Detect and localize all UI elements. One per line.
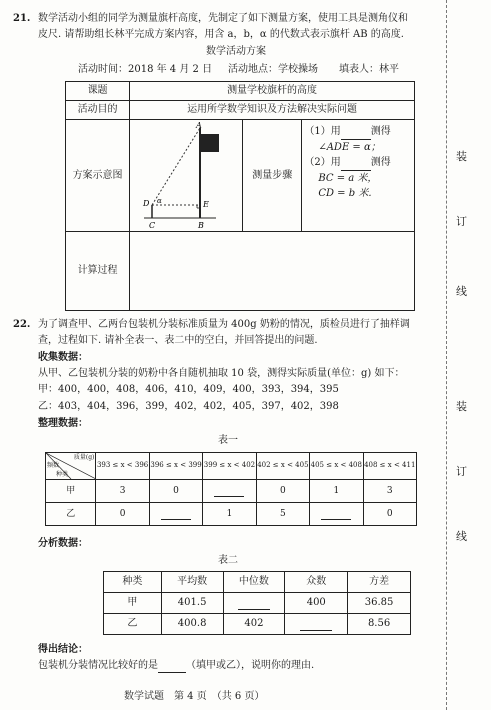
label-d: D (143, 199, 150, 208)
binding-line (446, 0, 447, 710)
diagram-label: 方案示意图 (66, 120, 130, 232)
frequency-blank-cell[interactable] (203, 480, 256, 503)
binding-char: 订 (456, 465, 467, 478)
question-text: 皮尺. 请帮助组长林平完成方案内容，用含 a，b，α 的代数式表示旗杆 AB 的高度. (38, 29, 404, 40)
activity-time: 活动时间：2018 年 4 月 2 日 (78, 64, 213, 75)
plan-table (65, 81, 415, 311)
corner-top-label: 质量(g) (73, 454, 95, 461)
frequency-cell: 5 (256, 503, 309, 526)
column-header: 平均数 (161, 572, 223, 593)
column-header: 方差 (348, 572, 411, 593)
table1-title: 表一 (218, 435, 238, 446)
frequency-cell: 1 (203, 503, 256, 526)
interval-header: 402 ≤ x < 405 (256, 453, 309, 480)
answer-blank[interactable] (341, 128, 371, 140)
organize-heading: 整理数据： (38, 418, 88, 429)
steps-cell (302, 120, 415, 232)
analyze-heading: 分析数据： (38, 538, 88, 549)
jia-data: 甲：400，400，408，406，410，409，400，393，394，395 (38, 384, 339, 395)
answer-blank[interactable] (161, 508, 191, 520)
corner-left-label: 频数 (47, 462, 60, 469)
column-header: 众数 (285, 572, 348, 593)
page-footer: 数学试题 第 4 页 （共 6 页） (124, 691, 265, 702)
calc-label: 计算过程 (66, 232, 130, 311)
column-header: 种类 (104, 572, 162, 593)
label-b: B (198, 221, 205, 230)
frequency-table (45, 452, 417, 526)
table-row (46, 503, 417, 526)
interval-header: 399 ≤ x < 402 (203, 453, 256, 480)
label-a: A (196, 121, 202, 130)
answer-blank[interactable] (341, 159, 371, 171)
yi-data: 乙：403，404，396，399，402，402，405，397，402，398 (38, 401, 339, 412)
flag-icon (201, 134, 219, 152)
frequency-cell: 0 (363, 503, 416, 526)
mode-blank-cell[interactable] (285, 614, 348, 635)
collect-heading: 收集数据： (38, 352, 88, 363)
binding-char: 线 (456, 530, 467, 543)
question-number: 21. (13, 13, 31, 24)
answer-blank[interactable] (238, 598, 270, 610)
flagpole-diagram (130, 120, 242, 231)
step1-angle: ∠ADE = α； (318, 141, 381, 153)
step2-bc: BC = a 米， (318, 172, 378, 184)
mean-cell: 401.5 (161, 593, 223, 614)
median-cell: 402 (223, 614, 285, 635)
collect-text: 从甲、乙包装机分装的奶粉中各自随机抽取 10 袋，测得实际质量(单位：g) 如下： (38, 368, 405, 379)
step2-prefix: （2）用 (304, 157, 341, 168)
plan-title: 数学活动方案 (206, 46, 266, 57)
calc-answer-area[interactable] (130, 232, 415, 311)
goal-value: 运用所学数学知识及方法解决实际问题 (130, 101, 415, 120)
row-kind: 乙 (104, 614, 162, 635)
topic-value: 测量学校旗杆的高度 (130, 82, 415, 101)
row-kind: 甲 (104, 593, 162, 614)
frequency-cell: 3 (363, 480, 416, 503)
mode-cell: 400 (285, 593, 348, 614)
binding-char: 订 (456, 215, 467, 228)
mean-cell: 400.8 (161, 614, 223, 635)
step2-cd: CD = b 米. (318, 188, 372, 199)
sight-line (152, 128, 200, 205)
table2-title: 表二 (218, 555, 238, 566)
activity-place: 活动地点：学校操场 (228, 64, 318, 75)
step1-suffix: 测得 (370, 126, 391, 137)
column-header: 中位数 (223, 572, 285, 593)
question-text: 数学活动小组的同学为测量旗杆高度，先制定了如下测量方案，使用工具是测角仪和 (38, 13, 408, 24)
label-alpha: α (157, 197, 162, 205)
conclusion-text (38, 659, 314, 673)
row-kind: 乙 (46, 503, 96, 526)
binding-char: 装 (456, 400, 467, 413)
table-row (46, 480, 417, 503)
row-kind: 甲 (46, 480, 96, 503)
filler-name: 填表人：林平 (339, 64, 399, 75)
topic-label: 课题 (66, 82, 130, 101)
table1-corner (46, 453, 96, 480)
median-blank-cell[interactable] (223, 593, 285, 614)
variance-cell: 8.56 (348, 614, 411, 635)
goal-label: 活动目的 (66, 101, 130, 120)
answer-blank[interactable] (321, 508, 351, 520)
label-c: C (149, 221, 156, 230)
conclusion-prefix: 包装机分装情况比较好的是 (38, 660, 158, 671)
table-row (104, 614, 411, 635)
conclusion-suffix: （填甲或乙），说明你的理由. (186, 660, 315, 671)
frequency-cell: 3 (96, 480, 149, 503)
answer-blank[interactable] (214, 485, 244, 497)
question-text: 查，过程如下. 请补全表一、表二中的空白，并回答提出的问题. (38, 335, 318, 346)
interval-header: 396 ≤ x < 399 (149, 453, 202, 480)
frequency-blank-cell[interactable] (310, 503, 363, 526)
conclusion-heading: 得出结论： (38, 644, 88, 655)
frequency-cell: 1 (310, 480, 363, 503)
interval-header: 405 ≤ x < 408 (310, 453, 363, 480)
corner-bottom-label: 种类 (56, 470, 69, 478)
frequency-blank-cell[interactable] (149, 503, 202, 526)
step2-suffix: 测得 (370, 157, 391, 168)
frequency-cell: 0 (96, 503, 149, 526)
label-e: E (203, 200, 209, 209)
question-number: 22. (13, 319, 31, 330)
statistics-table (103, 571, 411, 635)
frequency-cell: 0 (149, 480, 202, 503)
question-text: 为了调查甲、乙两台包装机分装标准质量为 400g 奶粉的情况，质检员进行了抽样调 (38, 319, 410, 330)
binding-char: 装 (456, 150, 467, 163)
diagram-cell (130, 120, 243, 232)
interval-header: 393 ≤ x < 396 (96, 453, 149, 480)
interval-header: 408 ≤ x < 411 (363, 453, 416, 480)
variance-cell: 36.85 (348, 593, 411, 614)
steps-label: 测量步骤 (243, 120, 302, 232)
answer-blank[interactable] (158, 661, 186, 673)
table-row (104, 593, 411, 614)
frequency-cell: 0 (256, 480, 309, 503)
step1-prefix: （1）用 (304, 126, 341, 137)
answer-blank[interactable] (300, 619, 332, 631)
binding-char: 线 (456, 285, 467, 298)
